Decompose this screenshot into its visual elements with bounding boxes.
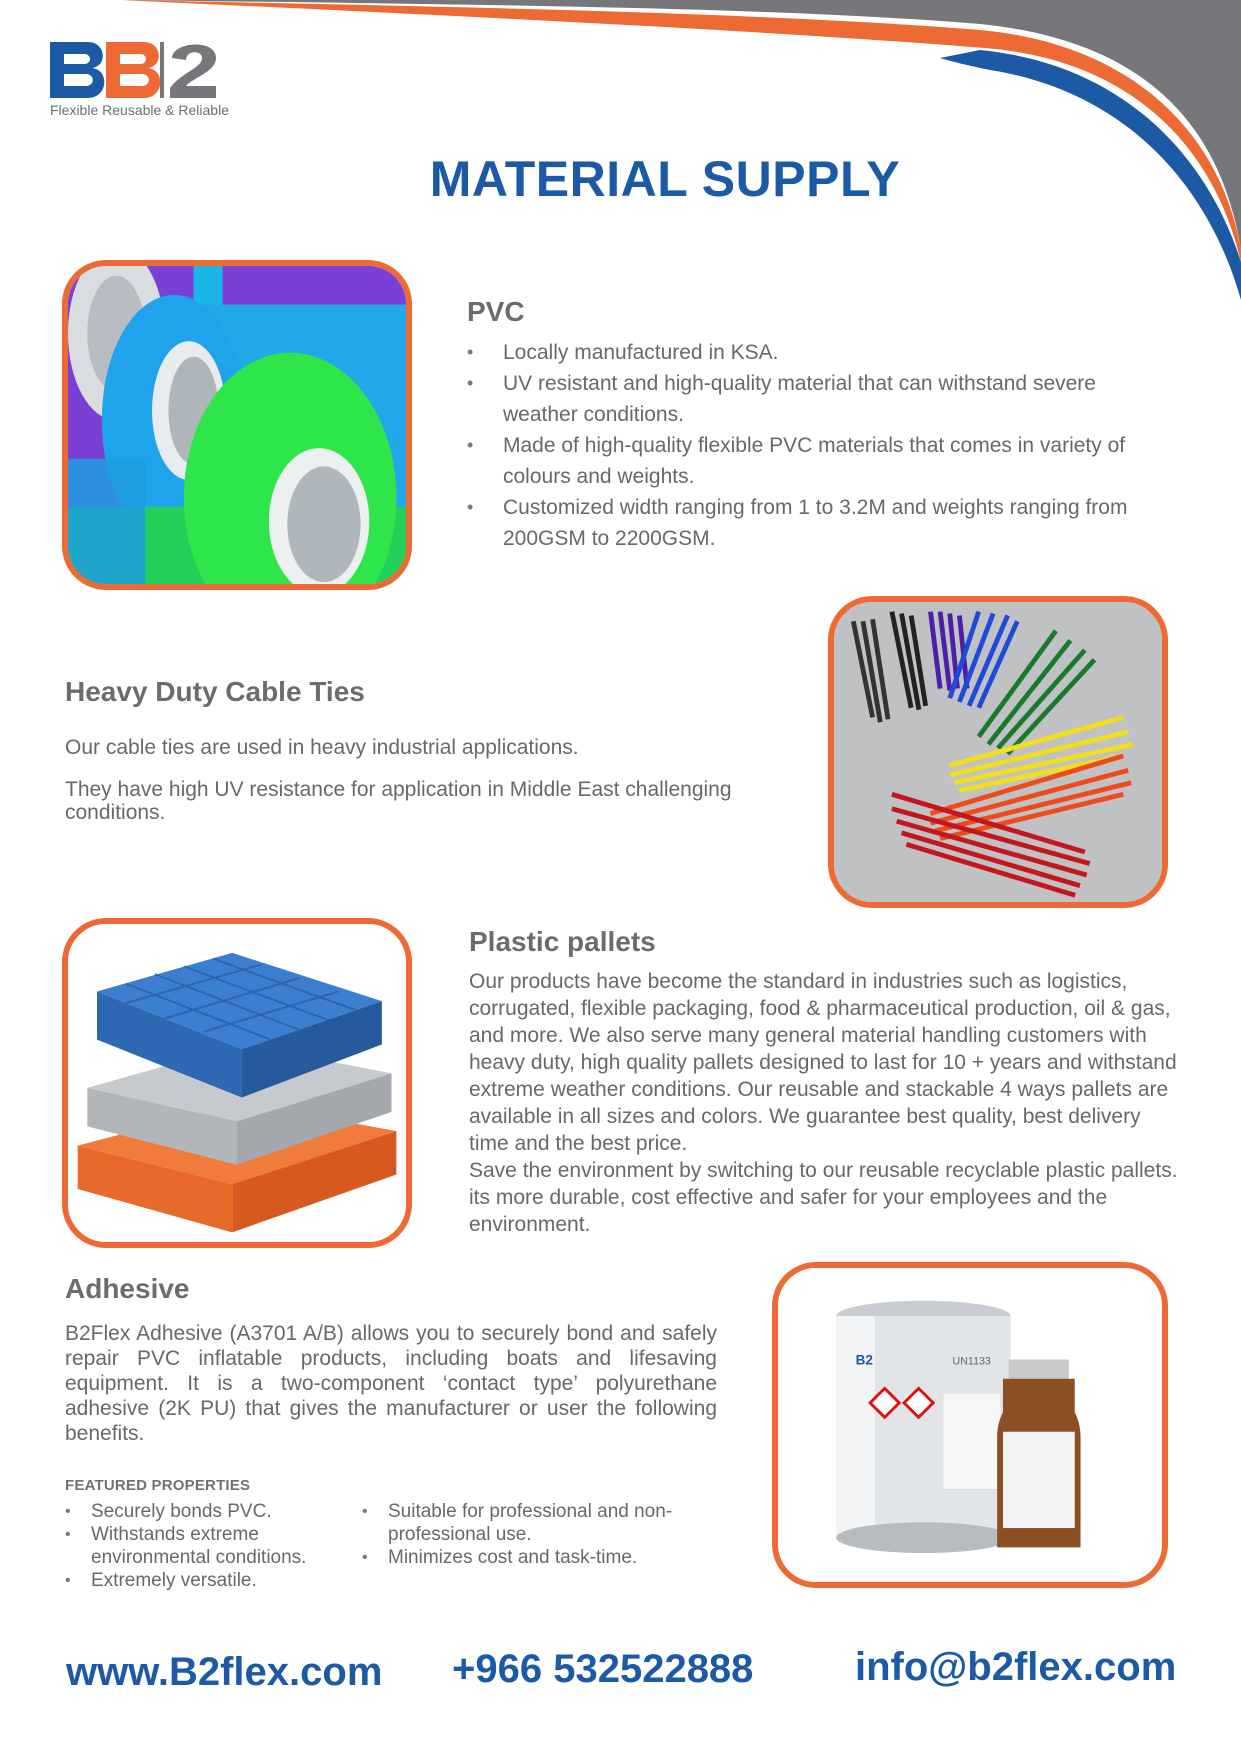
pvc-rolls-icon	[68, 266, 406, 584]
cable-ties-paragraph-1: Our cable ties are used in heavy industrial applications.	[65, 736, 579, 759]
pallets-icon	[68, 924, 406, 1242]
list-item: • Withstands extreme environmental conditions.	[65, 1523, 355, 1569]
svg-text:B2: B2	[855, 1352, 873, 1368]
adhesive-can-icon	[778, 1268, 1162, 1582]
pvc-title: PVC	[467, 296, 525, 327]
pallets-title: Plastic pallets	[469, 926, 656, 957]
email-link[interactable]: info@b2flex.com	[855, 1645, 1177, 1689]
list-item: • Locally manufactured in KSA.	[467, 337, 1167, 368]
list-item: • Securely bonds PVC.	[65, 1500, 355, 1523]
properties-right-list	[362, 1500, 682, 1569]
list-item: • UV resistant and high-quality material that can withstand severe weather conditions.	[467, 368, 1167, 430]
featured-properties-heading: FEATURED PROPERTIES	[65, 1477, 251, 1494]
pvc-bullets	[467, 337, 1167, 554]
list-item: • Customized width ranging from 1 to 3.2M and weights ranging from 200GSM to 2200GSM.	[467, 492, 1167, 554]
pvc-image	[62, 260, 412, 590]
list-item: • Extremely versatile.	[65, 1569, 355, 1592]
page-title: MATERIAL SUPPLY	[429, 151, 901, 207]
adhesive-image	[772, 1262, 1168, 1588]
b2-logo-icon	[48, 38, 248, 102]
list-item: • Minimizes cost and task-time.	[362, 1546, 682, 1569]
company-logo	[48, 38, 248, 122]
list-item: • Made of high-quality flexible PVC materials that comes in variety of colours and weights.	[467, 430, 1167, 492]
adhesive-title: Adhesive	[65, 1273, 190, 1304]
cable-ties-icon	[834, 602, 1162, 902]
properties-left-list	[65, 1500, 355, 1592]
pallets-paragraph-1: Our products have become the standard in industries such as logistics, corrugated, flexible packaging, food & pharmaceutical production, oil & gas, and more. We also serve many general material handling customers with heavy duty, high quality pallets designed to last for 10 + years and withstand extreme weather conditions. Our reusable and stackable 4 ways pallets are available in all sizes and colors. We guarantee best quality, best delivery time and the best price.	[469, 970, 1177, 1155]
cable-ties-title: Heavy Duty Cable Ties	[65, 676, 365, 707]
pallets-paragraph-2: Save the environment by switching to our reusable recyclable plastic pallets. its more durable, cost effective and safer for your employees and the environment.	[469, 1159, 1178, 1236]
logo-tagline: Flexible Reusable & Reliable	[50, 102, 229, 118]
cable-ties-image	[828, 596, 1168, 908]
adhesive-description: B2Flex Adhesive (A3701 A/B) allows you to securely bond and safely repair PVC inflatable products, including boats and lifesaving equipment. It is a two-component ‘contact type’ polyurethane adhesive (2K PU) that gives the manufacturer or user the following benefits.	[65, 1322, 717, 1445]
pallets-image	[62, 918, 412, 1248]
phone-number[interactable]: +966 532522888	[452, 1647, 754, 1691]
list-item: • Suitable for professional and non-professional use.	[362, 1500, 682, 1546]
website-link[interactable]: www.B2flex.com	[66, 1650, 383, 1694]
can-label: UN1133	[952, 1355, 991, 1368]
cable-ties-paragraph-2: They have high UV resistance for application in Middle East challenging conditions.	[65, 778, 732, 824]
